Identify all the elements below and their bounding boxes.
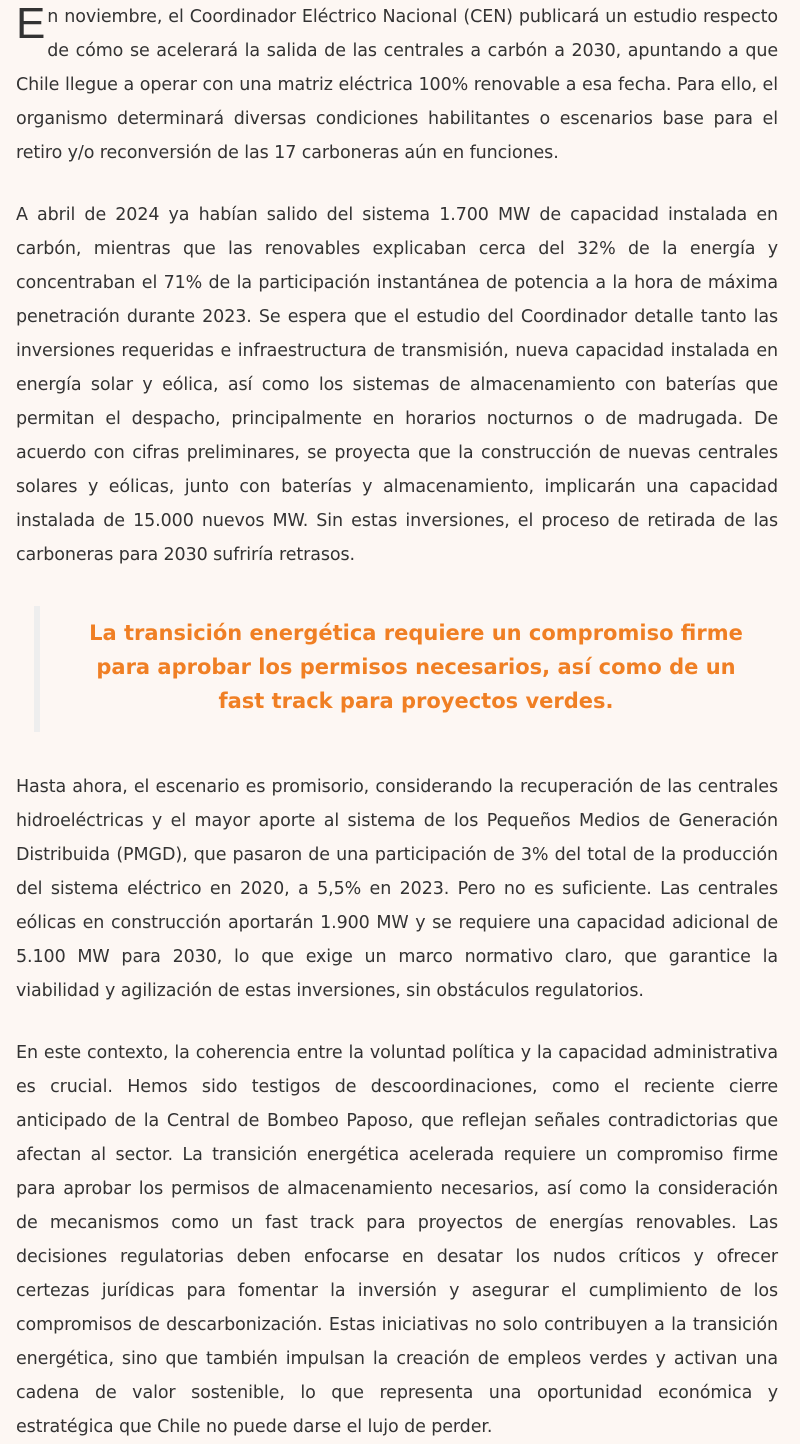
drop-cap: E [16, 0, 46, 48]
paragraph-3: Hasta ahora, el escenario es promisorio, considerando la recuperación de las centrales hidroeléctricas y el mayor aporte al sistema de los Pequeños Medios de Generación Distribuida (PMGD), que pasaron de una participación de 3% del total de la producción del sistema eléctrico en 2020, a 5,5% en 2023. Pero no es suficiente. Las centrales eólicas en construcción aportarán 1.900 MW y se requiere una capacidad adicional de 5.100 MW para 2030, lo que exige un marco normativo claro, que garantice la viabilidad y agilización de estas inversiones, sin obstáculos regulatorios. [16, 777, 778, 1001]
paragraph-1 [16, 0, 778, 170]
paragraph-2: A abril de 2024 ya habían salido del sistema 1.700 MW de capacidad instalada en carbón, mientras que las renovables explicaban cerca del 32% de la energía y concentraban el 71% de la participación instantánea de potencia a la hora de máxima penetración durante 2023. Se espera que el estudio del Coordinador detalle tanto las inversiones requeridas e infraestructura de transmisión, nueva capacidad instalada en energía solar y eólica, así como los sistemas de almacenamiento con baterías que permitan el despacho, principalmente en horarios nocturnos o de madrugada. De acuerdo con cifras preliminares, se proyecta que la construcción de nuevas centrales solares y eólicas, junto con baterías y almacenamiento, implicarán una capacidad instalada de 15.000 nuevos MW. Sin estas inversiones, el proceso de retirada de las carboneras para 2030 sufriría retrasos. [16, 205, 778, 565]
pull-quote: La transición energética requiere un compromiso firme para aprobar los permisos necesarios, así como de un fast track para proyectos verdes. [34, 606, 778, 732]
paragraph-4: En este contexto, la coherencia entre la voluntad política y la capacidad administrativa es crucial. Hemos sido testigos de descoordinaciones, como el reciente cierre anticipado de la Central de Bombeo Paposo, que reflejan señales contradictorias que afectan al sector. La transición energética acelerada requiere un compromiso firme para aprobar los permisos de almacenamiento necesarios, así como la consideración de mecanismos como un fast track para proyectos de energías renovables. Las decisiones regulatorias deben enfocarse en desatar los nudos críticos y ofrecer certezas jurídicas para fomentar la inversión y asegurar el cumplimiento de los compromisos de descarbonización. Estas iniciativas no solo contribuyen a la transición energética, sino que también impulsan la creación de empleos verdes y activan una cadena de valor sostenible, lo que representa una oportunidad económica y estratégica que Chile no puede darse el lujo de perder. [16, 1043, 778, 1437]
paragraph-1-text: n noviembre, el Coordinador Eléctrico Nacional (CEN) publicará un estudio respecto de cómo se acelerará la salida de las centrales a carbón a 2030, apuntando a que Chile llegue a operar con una matriz eléctrica 100% renovable a esa fecha. Para ello, el organismo determinará diversas condiciones habilitantes o escenarios base para el retiro y/o reconversión de las 17 carboneras aún en funciones. [16, 7, 778, 163]
